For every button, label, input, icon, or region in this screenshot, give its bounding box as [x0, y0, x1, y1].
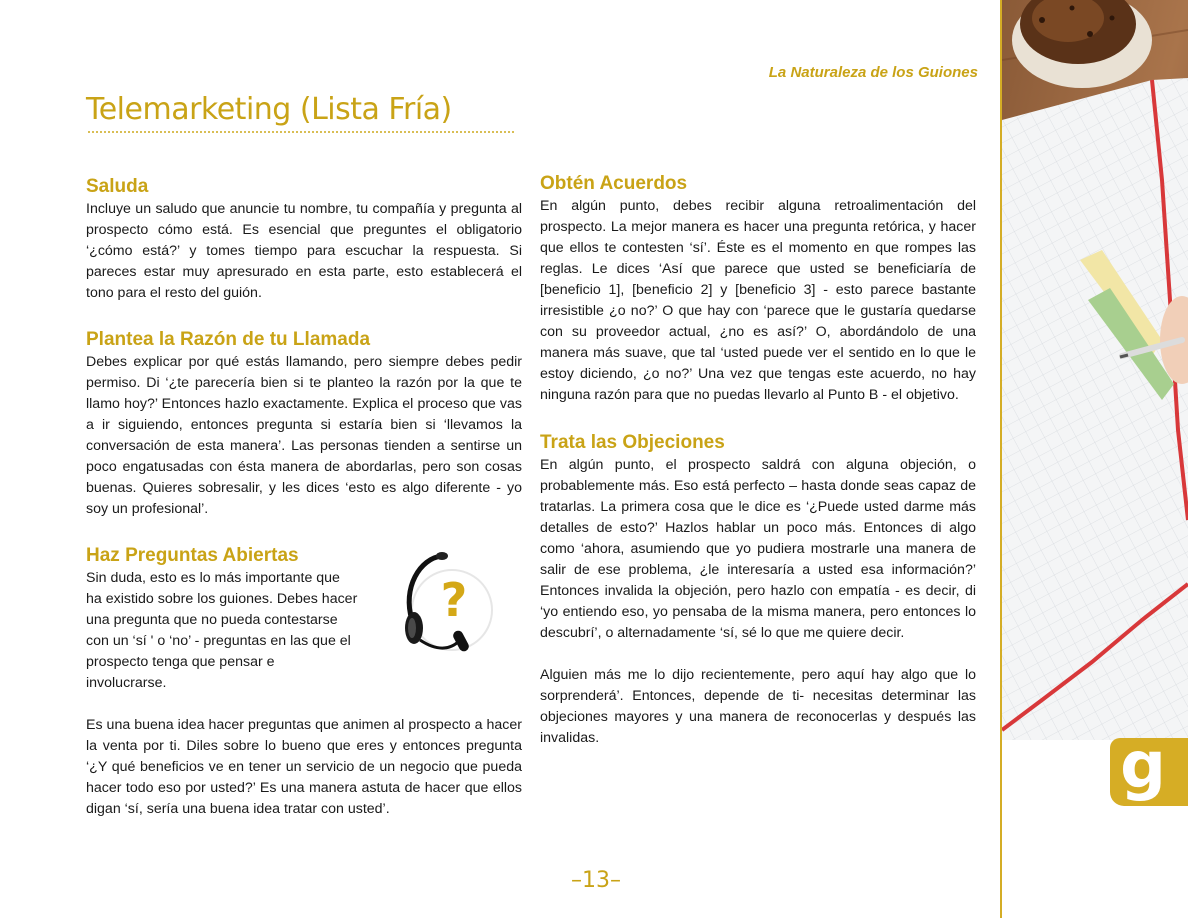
- logo-letter: g: [1120, 729, 1166, 803]
- heading-razon: Plantea la Razón de tu Llamada: [86, 329, 371, 350]
- right-column: [540, 172, 976, 749]
- text-razon: Debes explicar por qué estás llamando, pero siempre debes pedir permiso. Di ‘¿te parecería bien si te planteo la razón por la que te llamo hoy?’ Entonces hazlo exactamente. Explica el proceso que vas a ir siguiendo, entonces pregunta si estaría bien si ‘llevamos la conversación de esta manera’. Las personas tienden a sentirse un poco engatusadas con ésta manera de abordarlas, pero son cosas buenas. Quieres sobresalir, y les dices ‘esto es algo diferente - yo soy un profesional’.: [86, 354, 522, 517]
- question-mark-icon: ?: [440, 573, 468, 627]
- text-saluda: Incluye un saludo que anuncie tu nombre, tu compañía y pregunta al prospecto cómo está. Es esencial que preguntes el obligatorio ‘¿cómo está?’ y tomes tiempo para escuchar la respuesta. Si pareces estar muy apresurado en esta parte, esto establecerá el tono para el resto del guión.: [86, 201, 522, 301]
- headset-question-icon: [390, 548, 506, 666]
- text-objeciones-1: En algún punto, el prospecto saldrá con alguna objeción, o probablemente más. Eso está perfecto – hasta donde seas capaz de tratarlas. La primera cosa que le dice es ‘¿Puede usted darme más detalles de esto?’ Hazlos hablar un poco más. Entonces di algo como ‘ahora, asumiendo que yo pudiera mostrarle una manera de salir de ese problema, ¿le interesaría a usted esa información?’ Entonces invalida la objeción, pero hazlo con empatía - es decir, di ‘yo entiendo eso, yo pensaba de la misma manera, pero entonces lo descubrí’, o alternadamente ‘sí, sé lo que me quiere decir.: [540, 457, 976, 641]
- heading-objeciones: Trata las Objeciones: [540, 432, 725, 453]
- desk-photo: [1002, 0, 1188, 740]
- heading-preguntas: Haz Preguntas Abiertas: [86, 545, 299, 566]
- heading-acuerdos: Obtén Acuerdos: [540, 173, 688, 194]
- text-preguntas-2: Es una buena idea hacer preguntas que animen al prospecto a hacer la venta por ti. Diles sobre lo bueno que eres y entonces pregunta ‘¿Y qué beneficios ve en tener un servicio de un negocio que pueda hacer todo eso por usted?’ Es una manera astuta de hacer que ellos digan ‘sí, sería una buena idea tratar con usted’.: [86, 717, 522, 817]
- text-acuerdos: En algún punto, debes recibir alguna retroalimentación del prospecto. La mejor manera es hacer una pregunta retórica, y hacer que ellos te contesten ‘sí’. Éste es el momento en que rompes las reglas. Le dices ‘Así que parece que usted se beneficiaría de [beneficio 1], [beneficio 2] y [beneficio 3] - esto parece bastante irresistible ¿o no?’ O que hay con ‘parece que le gustaría quedarse con su proveedor actual, ¿no es así?’ O, abordándolo de una manera más suave, que tal ‘usted puede ver el sentido en lo que le estoy diciendo, ¿o no?’ Una vez que tengas este acuerdo, no hay ninguna razón para que no puedas llevarlo al Punto B - el objetivo.: [540, 198, 976, 403]
- page-title: Telemarketing (Lista Fría): [86, 92, 452, 127]
- title-dotted-rule: [88, 131, 514, 133]
- page-number: –13–: [571, 868, 621, 893]
- text-preguntas-1: Sin duda, esto es lo más importante que ha existido sobre los guiones. Debes hacer una pregunta que no pueda contestarse con un ‘sí ' o ‘no’ - preguntas en las que el prospecto tenga que pensar e involucrarse.: [86, 570, 358, 691]
- running-header: La Naturaleza de los Guiones: [768, 64, 978, 81]
- left-column: [86, 175, 522, 820]
- text-objeciones-2: Alguien más me lo dijo recientemente, pero aquí hay algo que lo sorprenderá’. Entonces, depende de ti- necesitas determinar las objeciones mayores y una manera de reconocerlas y después las invalidas.: [540, 667, 976, 746]
- heading-saluda: Saluda: [86, 176, 149, 197]
